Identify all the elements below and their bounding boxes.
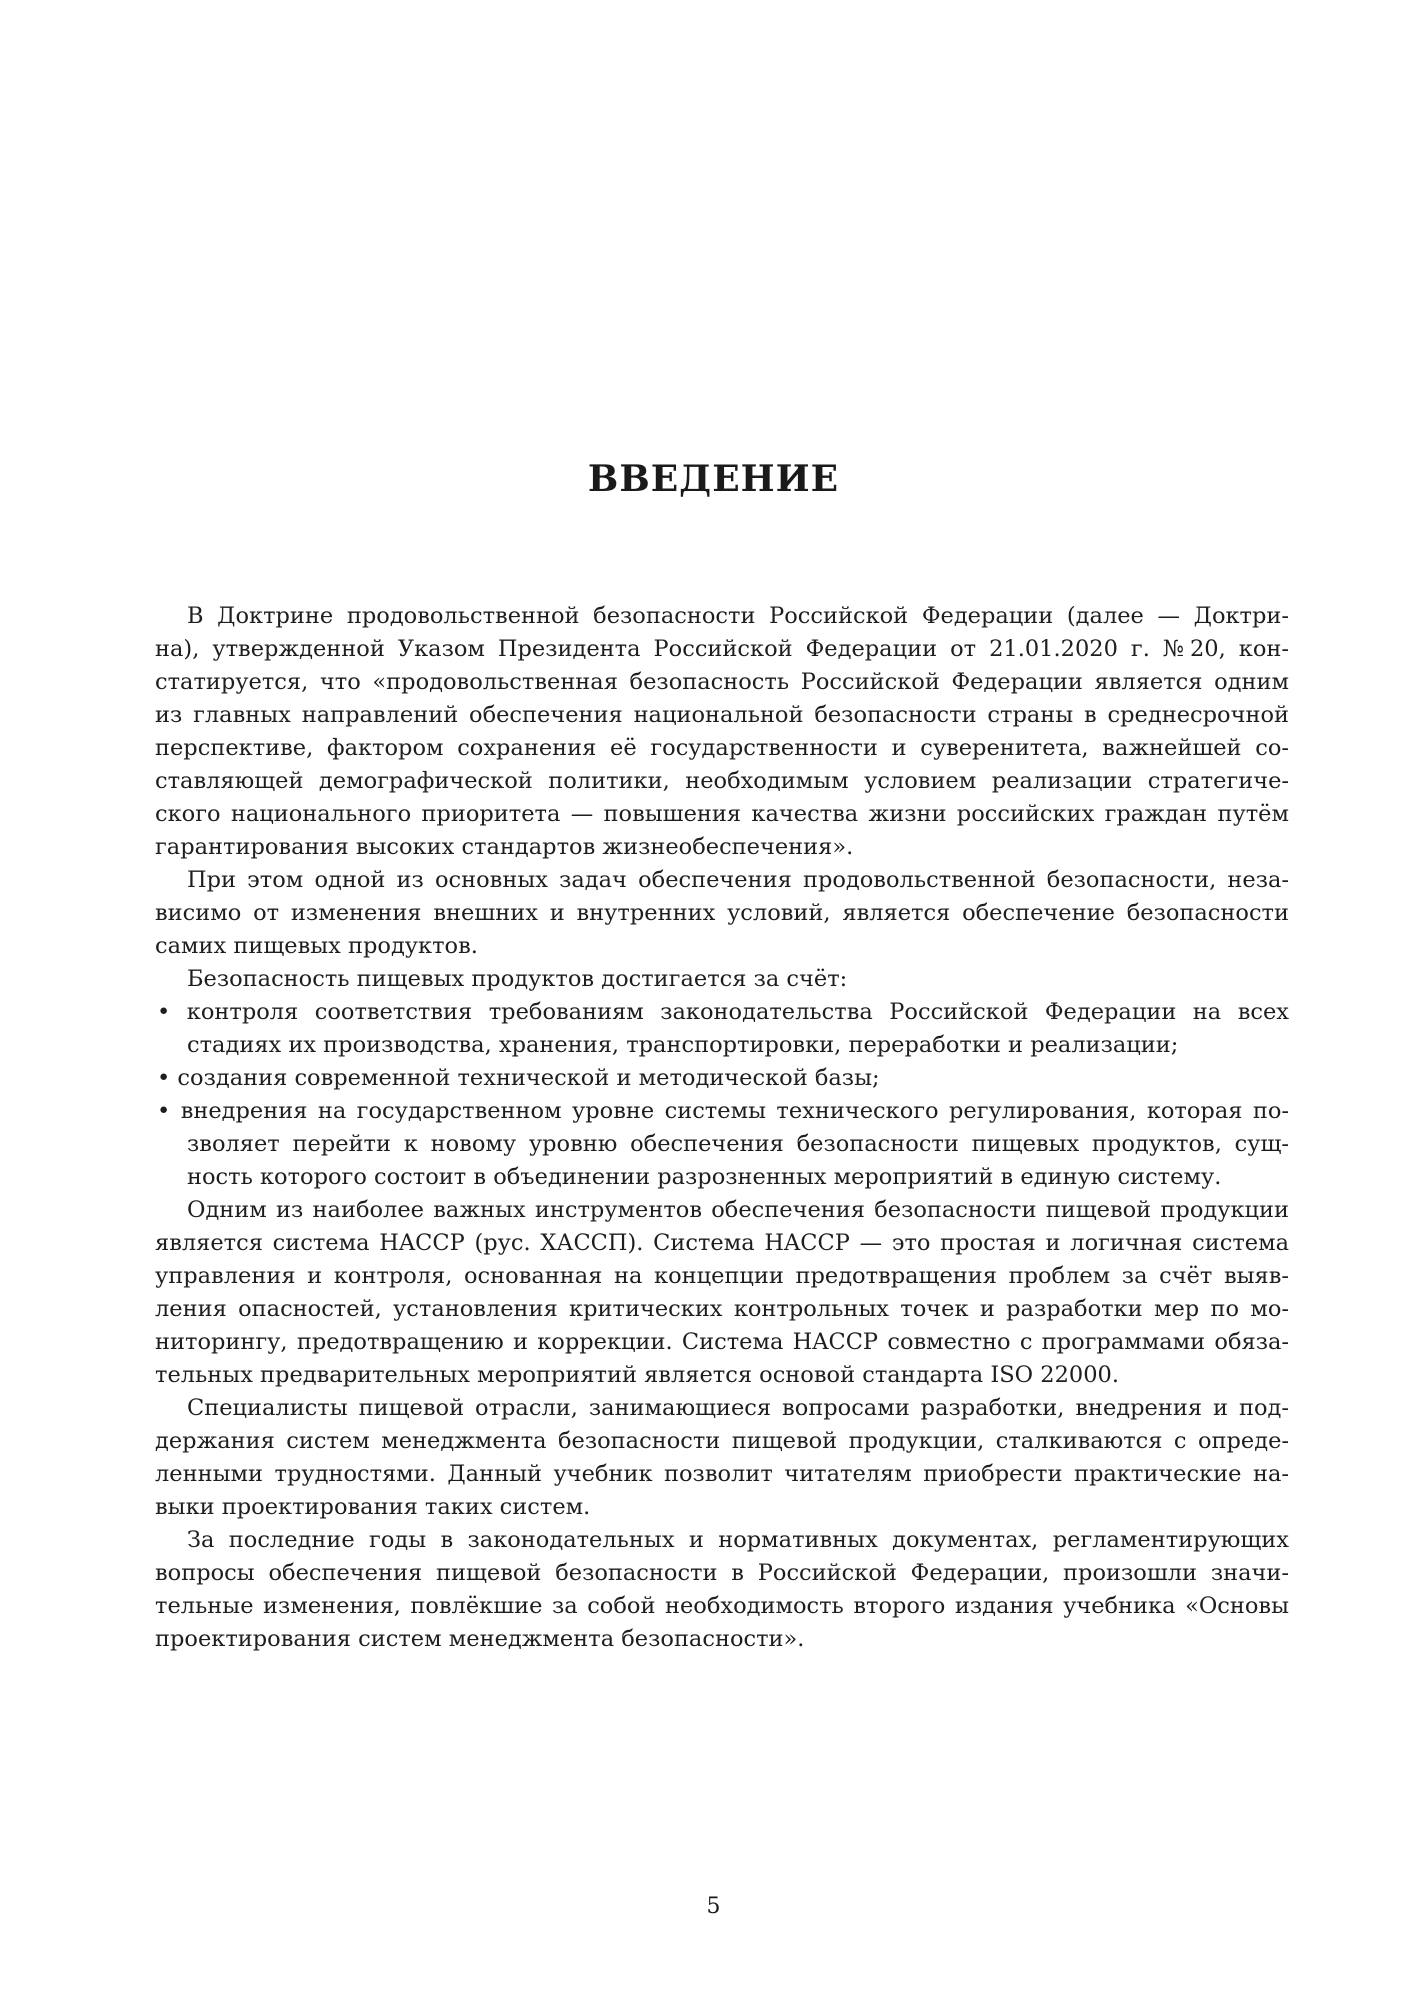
text-line: ления опасностей, установления критических контрольных точек и разработки мер по мо-	[155, 1296, 1289, 1322]
text-line: • внедрения на государственном уровне системы технического регулирования, которая по-	[157, 1098, 1289, 1124]
text-line: выки проектирования таких систем.	[155, 1494, 591, 1520]
text-line: • контроля соответствия требованиям законодательства Российской Федерации на всех	[157, 999, 1289, 1025]
text-line: ность которого состоит в объединении разрозненных мероприятий в единую систему.	[187, 1164, 1222, 1190]
text-line: • создания современной технической и методической базы;	[157, 1065, 880, 1091]
text-line: вопросы обеспечения пищевой безопасности в Российской Федерации, произошли значи-	[155, 1560, 1289, 1586]
body-text	[155, 600, 1289, 1656]
text-line: Специалисты пищевой отрасли, занимающиеся вопросами разработки, внедрения и под-	[187, 1395, 1289, 1421]
text-line: Одним из наиболее важных инструментов обеспечения безопасности пищевой продукции	[187, 1197, 1289, 1223]
page-number: 5	[706, 1894, 721, 1919]
text-line: ставляющей демографической политики, необходимым условием реализации стратегиче-	[155, 768, 1289, 794]
text-line: стадиях их производства, хранения, транспортировки, переработки и реализации;	[187, 1032, 1179, 1058]
text-line: При этом одной из основных задач обеспечения продовольственной безопасности, неза-	[187, 867, 1289, 893]
text-line: проектирования систем менеджмента безопасности».	[155, 1626, 805, 1652]
text-line: тельных предварительных мероприятий является основой стандарта ISO 22000.	[155, 1362, 1119, 1388]
text-line: перспективе, фактором сохранения её государственности и суверенитета, важнейшей со-	[155, 735, 1289, 761]
page-title: ВВЕДЕНИЕ	[587, 458, 840, 500]
text-line: За последние годы в законодательных и нормативных документах, регламентирующих	[187, 1527, 1289, 1553]
text-line: самих пищевых продуктов.	[155, 933, 478, 959]
text-line: ленными трудностями. Данный учебник позволит читателям приобрести практические на-	[155, 1461, 1289, 1487]
text-line: из главных направлений обеспечения национальной безопасности страны в среднесрочной	[155, 702, 1289, 728]
text-line: тельные изменения, повлёкшие за собой необходимость второго издания учебника «Основы	[155, 1593, 1289, 1619]
text-line: зволяет перейти к новому уровню обеспечения безопасности пищевых продуктов, сущ-	[187, 1131, 1289, 1157]
text-line: гарантирования высоких стандартов жизнеобеспечения».	[155, 834, 854, 860]
text-line: держания систем менеджмента безопасности пищевой продукции, сталкиваются с опреде-	[155, 1428, 1289, 1454]
text-line: ского национального приоритета — повышения качества жизни российских граждан путём	[155, 801, 1289, 827]
text-line: на), утвержденной Указом Президента Российской Федерации от 21.01.2020 г. №20, кон-	[155, 636, 1289, 662]
text-line: В Доктрине продовольственной безопасности Российской Федерации (далее — Доктри-	[187, 603, 1289, 629]
text-line: управления и контроля, основанная на концепции предотвращения проблем за счёт выяв-	[155, 1263, 1289, 1289]
text-line: статируется, что «продовольственная безопасность Российской Федерации является одним	[155, 669, 1289, 695]
text-line: висимо от изменения внешних и внутренних условий, является обеспечение безопасности	[155, 900, 1289, 926]
text-line: ниторингу, предотвращению и коррекции. Система HACCP совместно с программами обяза-	[155, 1329, 1289, 1355]
text-line: является система HACCP (рус. ХАССП). Система HACCP — это простая и логичная система	[155, 1230, 1289, 1256]
text-line: Безопасность пищевых продуктов достигается за счёт:	[187, 966, 848, 992]
